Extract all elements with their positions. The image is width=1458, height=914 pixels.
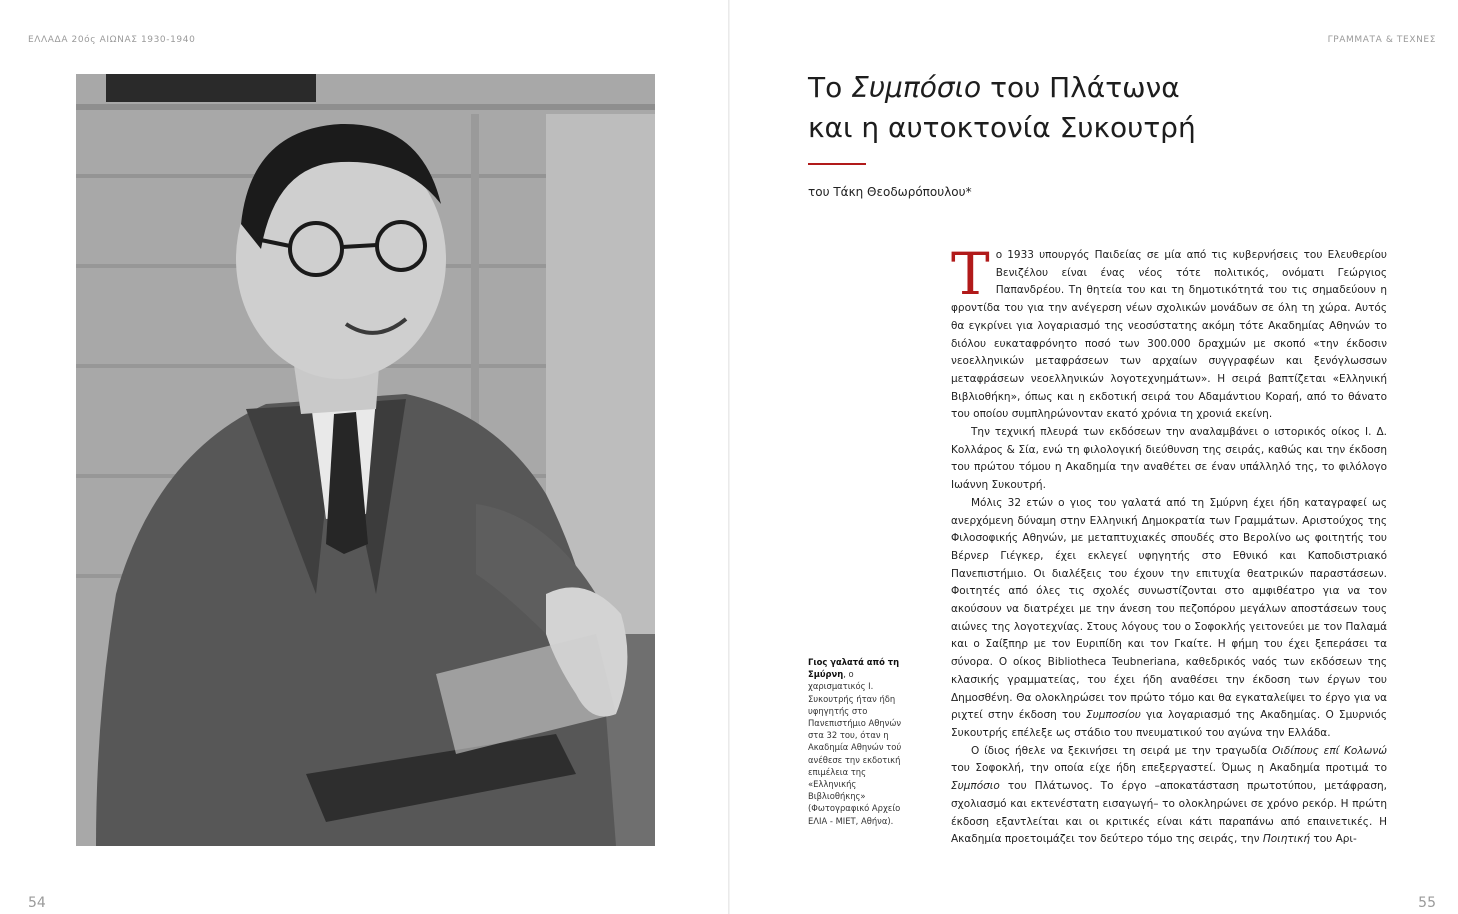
article-title <box>808 68 1368 148</box>
article-body <box>951 240 1387 849</box>
paragraph-text: για λογαριασμό της Ακαδημίας. Ο Σμυρνιός Συκουτρής επέλεξε ως στάδιο του πνευματικού του αγώνα την Ελλάδα. <box>951 709 1387 739</box>
paragraph-text: του Σοφοκλή, την οποία είχε ήδη επεξεργαστεί. Όμως η Ακαδημία προτιμά το <box>951 762 1387 775</box>
paragraph-text: του Πλάτωνος. Το έργο –αποκατάσταση πρωτοτύπου, μετάφραση, σχολιασμό και εκτενέστατη εισαγωγή– το ολοκληρώνει σε χρόνο ρεκόρ. Η πρώτη έκδοση εξαντλείται και οι κριτικές είναι κάτι παραπάνω από επαινετικές. Η Ακαδημία προετοιμάζει τον δεύτερο τόμο της σειράς, την <box>951 780 1387 846</box>
title-line-2: και η αυτοκτονία Συκουτρή <box>808 111 1196 144</box>
paragraph-text: του Αρι- <box>1310 833 1357 846</box>
italic-text: Ποιητική <box>1262 833 1311 846</box>
title-italic: Συμπόσιο <box>851 71 982 104</box>
running-head-right: ΓΡΑΜΜΑΤΑ & ΤΕΧΝΕΣ <box>1327 35 1436 45</box>
paragraph <box>951 743 1387 849</box>
page-number-right: 55 <box>1418 895 1436 911</box>
title-text: του Πλάτωνα <box>981 71 1180 104</box>
page-gutter <box>728 0 730 914</box>
page-number-left: 54 <box>28 895 46 911</box>
paragraph <box>951 495 1387 743</box>
drop-cap: Τ <box>951 240 990 308</box>
title-line-1 <box>808 68 1368 108</box>
photo-caption <box>808 656 908 827</box>
title-text: Το <box>808 71 852 104</box>
running-head-left: ΕΛΛΑΔΑ 20ός ΑΙΩΝΑΣ 1930-1940 <box>28 35 196 45</box>
caption-text: , ο χαρισματικός Ι. Συκουτρής ήταν ήδη υφηγητής στο Πανεπιστήμιο Αθηνών στα 32 του, όταν η Ακαδημία Αθηνών τού ανέθεσε την εκδοτική επιμέλεια της «Ελληνικής Βιβλιοθήκης» (Φωτογραφικό Αρχείο ΕΛΙΑ - ΜΙΕΤ, Αθήνα). <box>808 669 902 826</box>
italic-text: Οιδίπους επί Κολωνώ <box>1272 744 1387 757</box>
paragraph-text: Μόλις 32 ετών ο γιος του γαλατά από τη Σμύρνη έχει ήδη καταγραφεί ως ανερχόμενη δύναμη στην Ελληνική Δημοκρατία των Γραμμάτων. Αριστούχος της Φιλοσοφικής Αθηνών, με μεταπτυχιακές σπουδές στο Βερολίνο ως φοιτητής του Βέρνερ Γιέγκερ, έχει εκλεγεί υφηγητής στο Εθνικό και Καποδιστριακό Πανεπιστήμιο. Οι διαλέξεις του έχουν την επιτυχία θεατρικών παραστάσεων. Φοιτητές από όλες τις σχολές συνωστίζονται στο αμφιθέατρο για να τον ακούσουν να διατρέχει με την άνεση του πεζοπόρου μεγάλων αποστάσεων τους αιώνες της λογοτεχνίας. Στους λόγους του ο Σοφοκλής γειτονεύει με τον Παλαμά και ο Σαίξπηρ με τον Ευριπίδη και τον Γκαίτε. Η φήμη του έχει ξεπεράσει τα σύνορα. Ο οίκος Bibliotheca Teubneriana, καθεδρικός ναός των εκδόσεων της κλασικής γραμματείας, του έχει ήδη αναθέσει την έκδοση των έργων του Δημοσθένη. Θα ολοκληρώσει τον πρώτο τόμο και θα εγκαταλείψει το έργο για να ριχτεί στην έκδοση του <box>951 496 1387 722</box>
portrait-photo <box>76 74 655 846</box>
italic-text: Συμποσίου <box>1086 709 1141 722</box>
italic-text: Συμπόσιο <box>951 780 1000 793</box>
paragraph <box>951 240 1387 424</box>
article-author: του Τάκη Θεοδωρόπουλου* <box>808 185 972 199</box>
paragraph: Την τεχνική πλευρά των εκδόσεων την αναλαμβάνει ο ιστορικός οίκος Ι. Δ. Κολλάρος & Σία, ενώ τη φιλολογική διεύθυνση της σειράς, καθώς και την έκδοση του πρώτου τόμου η Ακαδημία την αναθέτει σε έναν υπάλληλό της, το φιλόλογο Ιωάννη Συκουτρή. <box>951 426 1387 492</box>
paragraph-text: ο 1933 υπουργός Παιδείας σε μία από τις κυβερνήσεις του Ελευθερίου Βενιζέλου είναι ένας νέος τότε πολιτικός, ονόματι Γεώργιος Παπανδρέου. Τη θητεία του και τη δημοτικότητά του τις σημαδεύουν η φροντίδα του για την ανέγερση νέων σχολικών μονάδων σε όλη τη χώρα. Αυτός θα εγκρίνει για λογαριασμό της νεοσύστατης ακόμη τότε Ακαδημίας Αθηνών το διόλου ευκαταφρόνητο ποσό των 300.000 δραχμών με σκοπό «την έκδοσιν νεοελληνικών μεταφράσεων των αρχαίων συγγραφέων και ξενόγλωσσων μεταφράσεων νεοελληνικών λογοτεχνημάτων». Η σειρά βαπτίζεται «Ελληνική Βιβλιοθήκη», όπως και η εκδοτική σειρά του Αδαμάντιου Κοραή, από το θάνατο του οποίου συμπληρώνονταν εκατό χρόνια τη χρονιά εκείνη. <box>951 249 1387 421</box>
caption-heading: Γιος γαλατά από τη Σμύρνη <box>808 657 900 680</box>
title-rule <box>808 163 866 165</box>
paragraph-text: Ο ίδιος ήθελε να ξεκινήσει τη σειρά με την τραγωδία <box>971 744 1273 757</box>
